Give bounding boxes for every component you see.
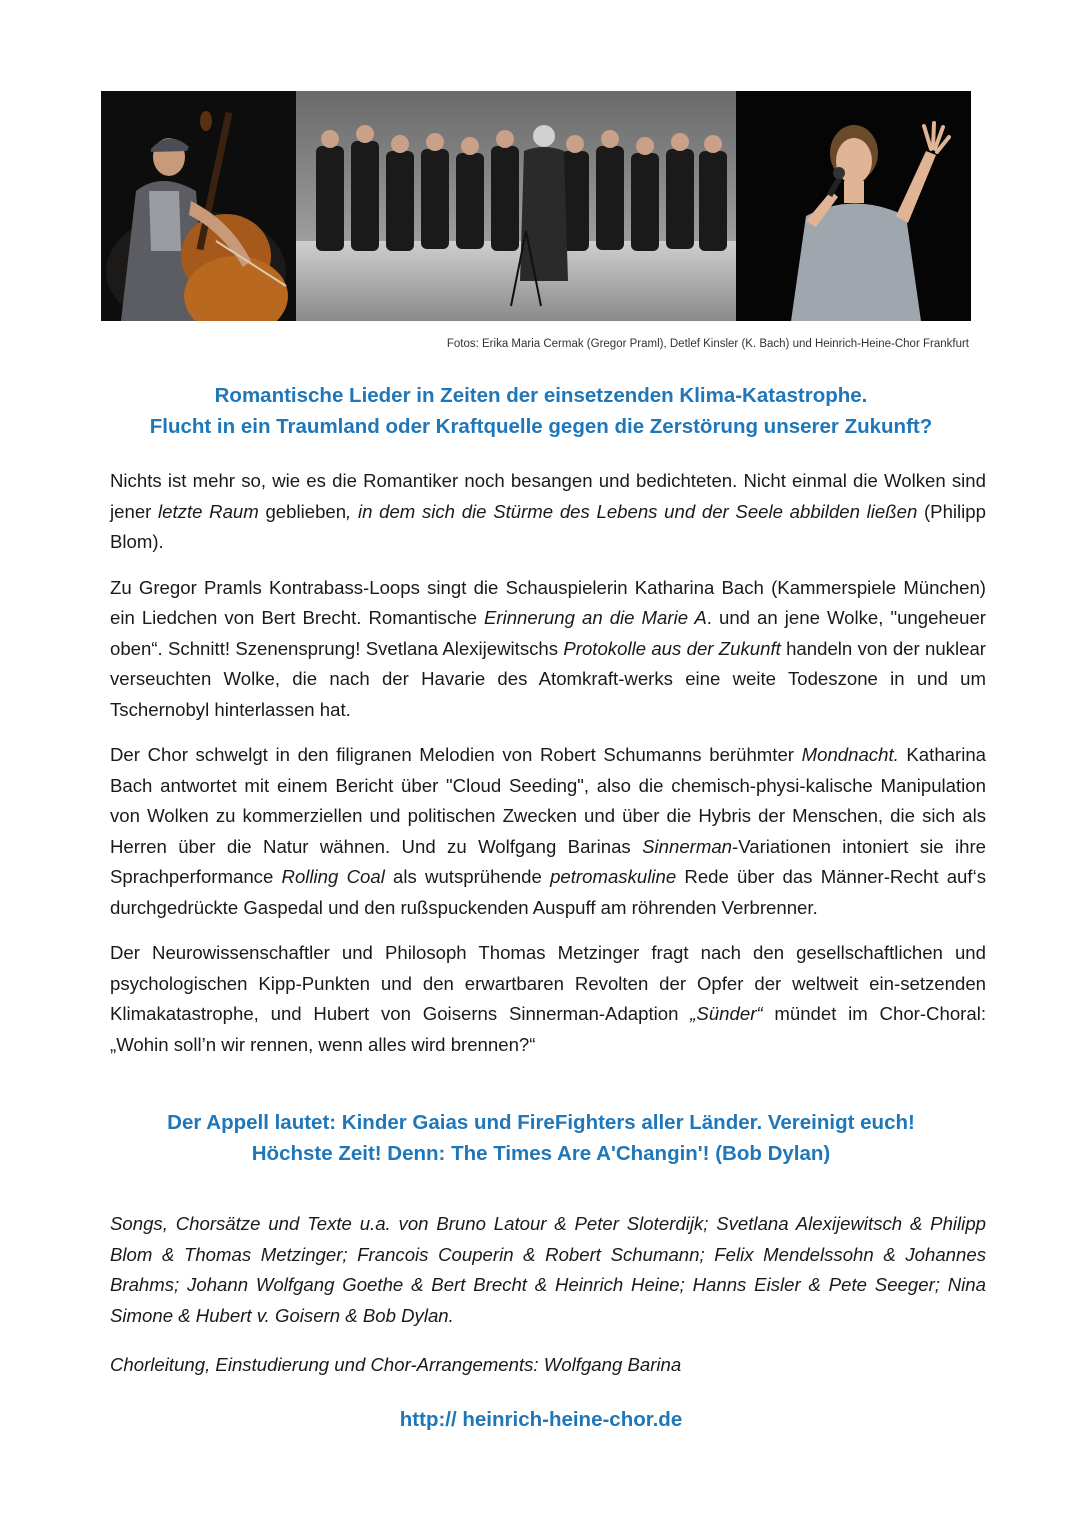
text-run: mündet im Chor-Choral: „Wohin soll’n wir rennen, wenn alles wird brennen?“ bbox=[110, 1003, 986, 1055]
paragraph-2 bbox=[110, 573, 986, 726]
italic-run: letzte Raum bbox=[158, 500, 259, 522]
headline-line-2: Flucht in ein Traumland oder Kraftquelle gegen die Zerstörung unserer Zukunft? bbox=[149, 415, 933, 438]
italic-run: Erinnerung an die Marie A bbox=[483, 607, 707, 628]
italic-run: Protokolle aus der Zukunft bbox=[563, 637, 781, 659]
text-run: geblieben bbox=[258, 500, 347, 522]
text-run: Nichts ist mehr so, wie es die Romantiker noch besangen und bedichteten. Nicht einmal die Wolken sind jener bbox=[110, 470, 986, 522]
songs-credits: Songs, Chorsätze und Texte u.a. von Bruno Latour & Peter Sloterdijk; Svetlana Alexijewitsch & Philipp Blom & Thomas Metzinger; Francois Couperin & Robert Schumann; Felix Mendelssohn & Johannes Brahms; Johann Wolfgang Goethe & Bert Brecht & Heinrich Heine; Hanns Eisler & Pete Seeger; Nina Simone & Hubert v. Goisern & Bob Dylan. bbox=[110, 1213, 986, 1326]
text-run: als wutsprühende bbox=[384, 866, 551, 887]
text-run: Der Neurowissenschaftler und Philosoph Thomas Metzinger fragt nach den gesellschaftlichen und psychologischen Kipp-Punkten und den erwartbaren Revolten der Opfer der weltweit ein-setzenden Klimakatastrophe, und Hubert von Goiserns Sinnerman-Adaption bbox=[110, 942, 986, 1024]
text-run: Katharina Bach antwortet mit einem Bericht über "Cloud Seeding", also die chemisch-physi-kalische Manipulation von Wolken zu kommerziellen und politischen Zwecken und über die Hybris der Menschen, die sich als Herren über die Natur wähnen. Und zu Wolfgang Barinas bbox=[110, 744, 987, 857]
appeal bbox=[101, 1107, 981, 1169]
appeal-line-1: Der Appell lautet: Kinder Gaias und FireFighters aller Länder. Vereinigt euch! bbox=[167, 1111, 915, 1134]
headline-line-1: Romantische Lieder in Zeiten der einsetzenden Klima-Katastrophe. bbox=[214, 384, 868, 407]
text-run: -Variationen intoniert sie ihre Sprachperformance bbox=[110, 835, 986, 887]
singer-photo bbox=[736, 91, 971, 321]
text-run: handeln von der nuklear verseuchten Wolke, die nach der Havarie des Atomkraft-werks eine weite Todeszone in und um Tschernobyl hinterlassen hat. bbox=[110, 637, 986, 720]
paragraph-1 bbox=[110, 466, 986, 558]
body-text bbox=[110, 466, 986, 1075]
italic-run: Rolling Coal bbox=[281, 866, 385, 887]
appeal-line-2: Höchste Zeit! Denn: The Times Are A'Changin'! (Bob Dylan) bbox=[251, 1142, 831, 1165]
bassist-photo bbox=[101, 91, 296, 321]
choir-photo bbox=[296, 91, 736, 321]
italic-run: petromaskuline bbox=[550, 866, 677, 887]
text-run: Der Chor schwelgt in den filigranen Melodien von Robert Schumanns berühmter bbox=[110, 744, 802, 765]
choir-direction: Chorleitung, Einstudierung und Chor-Arrangements: Wolfgang Barina bbox=[110, 1354, 682, 1375]
text-run: . und an jene Wolke, "ungeheuer oben“. Schnitt! Szenensprung! Svetlana Alexijewitschs bbox=[110, 607, 986, 659]
text-run: Rede über das Männer-Recht auf‘s durchgedrückte Gaspedal und den rußspuckenden Auspuff am röhrenden Verbrenner. bbox=[110, 866, 986, 918]
text-run: (Philipp Blom). bbox=[110, 500, 986, 552]
paragraph-3 bbox=[110, 740, 986, 923]
photo-credits: Fotos: Erika Maria Cermak (Gregor Praml), Detlef Kinsler (K. Bach) und Heinrich-Heine-Chor Frankfurt bbox=[446, 338, 969, 350]
italic-run: „Sünder“ bbox=[690, 1003, 763, 1024]
photo-strip bbox=[101, 91, 971, 321]
italic-run: Mondnacht. bbox=[801, 744, 899, 765]
headline bbox=[101, 380, 981, 442]
text-run: Zu Gregor Pramls Kontrabass-Loops singt die Schauspielerin Katharina Bach (Kammerspiele München) ein Liedchen von Bert Brecht. Romantische bbox=[110, 576, 986, 628]
italic-run: , in dem sich die Stürme des Lebens und der Seele abbilden ließen bbox=[346, 500, 918, 522]
website-link[interactable]: http:// heinrich-heine-chor.de bbox=[399, 1408, 683, 1431]
paragraph-4 bbox=[110, 938, 986, 1060]
italic-run: Sinnerman bbox=[642, 835, 733, 857]
